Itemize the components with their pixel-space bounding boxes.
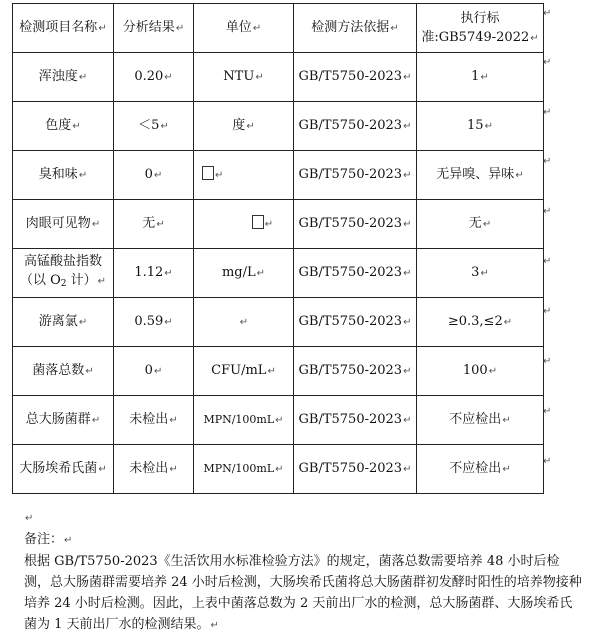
cell-name: 菌落总数↵ bbox=[13, 347, 114, 396]
table-row bbox=[13, 102, 544, 151]
cell-unit: 度↵ bbox=[194, 102, 294, 151]
table-row bbox=[13, 445, 544, 494]
table-row bbox=[13, 200, 544, 249]
cell-unit: ↵ bbox=[194, 200, 294, 249]
cell-result: 0↵ bbox=[114, 347, 194, 396]
table-row bbox=[13, 249, 544, 298]
cell-result: 0↵ bbox=[114, 151, 194, 200]
row-end-mark: ↵ bbox=[543, 206, 552, 217]
cell-standard: 不应检出↵ bbox=[417, 396, 544, 445]
cell-name: 肉眼可见物↵ bbox=[13, 200, 114, 249]
header-unit: 单位↵ bbox=[194, 4, 294, 53]
header-item-name: 检测项目名称↵ bbox=[13, 4, 114, 53]
table-row bbox=[13, 298, 544, 347]
cell-unit: CFU/mL↵ bbox=[194, 347, 294, 396]
cell-unit: MPN/100mL↵ bbox=[194, 445, 294, 494]
cell-method: GB/T5750-2023↵ bbox=[294, 298, 417, 347]
table-row bbox=[13, 151, 544, 200]
cell-unit: ↵ bbox=[194, 298, 294, 347]
cell-result: 未检出↵ bbox=[114, 396, 194, 445]
row-end-mark: ↵ bbox=[543, 8, 552, 19]
blank-paragraph: ↵ bbox=[25, 513, 34, 524]
cell-name: 大肠埃希氏菌↵ bbox=[13, 445, 114, 494]
cell-result: 0.59↵ bbox=[114, 298, 194, 347]
row-end-mark: ↵ bbox=[543, 156, 552, 167]
cell-standard: 无异嗅、异味↵ bbox=[417, 151, 544, 200]
notes-section bbox=[24, 507, 584, 636]
table-row bbox=[13, 396, 544, 445]
cell-name: 游离氯↵ bbox=[13, 298, 114, 347]
table-row bbox=[13, 347, 544, 396]
row-end-mark: ↵ bbox=[543, 456, 552, 467]
cell-method: GB/T5750-2023↵ bbox=[294, 53, 417, 102]
cell-name: 臭和味↵ bbox=[13, 151, 114, 200]
cell-name: 色度↵ bbox=[13, 102, 114, 151]
cell-unit: ↵ bbox=[194, 151, 294, 200]
notes-label: 备注：↵ bbox=[24, 532, 73, 547]
cell-result: 未检出↵ bbox=[114, 445, 194, 494]
row-end-mark: ↵ bbox=[543, 306, 552, 317]
cell-name: 高锰酸盐指数 （以 $O_2$ 计）↵ bbox=[13, 249, 114, 298]
cell-unit: NTU↵ bbox=[194, 53, 294, 102]
row-end-mark: ↵ bbox=[543, 57, 552, 68]
cell-method: GB/T5750-2023↵ bbox=[294, 396, 417, 445]
row-end-mark: ↵ bbox=[543, 107, 552, 118]
cell-result: ＜5↵ bbox=[114, 102, 194, 151]
cell-method: GB/T5750-2023↵ bbox=[294, 151, 417, 200]
row-end-mark: ↵ bbox=[543, 256, 552, 267]
cell-result: 无↵ bbox=[114, 200, 194, 249]
cell-method: GB/T5750-2023↵ bbox=[294, 445, 417, 494]
cell-standard: 不应检出↵ bbox=[417, 445, 544, 494]
cell-result: 0.20↵ bbox=[114, 53, 194, 102]
header-standard: 执行标 准:GB5749-2022↵ bbox=[417, 4, 544, 53]
cell-method: GB/T5750-2023↵ bbox=[294, 102, 417, 151]
header-method: 检测方法依据↵ bbox=[294, 4, 417, 53]
empty-box-icon bbox=[252, 215, 264, 229]
water-quality-table bbox=[12, 3, 544, 494]
row-end-mark: ↵ bbox=[543, 406, 552, 417]
cell-unit: MPN/100mL↵ bbox=[194, 396, 294, 445]
table-header-row bbox=[13, 4, 544, 53]
cell-standard: 无↵ bbox=[417, 200, 544, 249]
cell-name: 浑浊度↵ bbox=[13, 53, 114, 102]
cell-standard: ≥0.3,≤2↵ bbox=[417, 298, 544, 347]
cell-name: 总大肠菌群↵ bbox=[13, 396, 114, 445]
cell-standard: 100↵ bbox=[417, 347, 544, 396]
empty-box-icon bbox=[202, 166, 214, 180]
cell-unit: mg/L↵ bbox=[194, 249, 294, 298]
header-result: 分析结果↵ bbox=[114, 4, 194, 53]
cell-method: GB/T5750-2023↵ bbox=[294, 200, 417, 249]
cell-method: GB/T5750-2023↵ bbox=[294, 249, 417, 298]
cell-result: 1.12↵ bbox=[114, 249, 194, 298]
cell-method: GB/T5750-2023↵ bbox=[294, 347, 417, 396]
table-row bbox=[13, 53, 544, 102]
row-end-mark: ↵ bbox=[543, 356, 552, 367]
cell-standard: 1↵ bbox=[417, 53, 544, 102]
cell-standard: 15↵ bbox=[417, 102, 544, 151]
notes-text: 根据 GB/T5750-2023《生活饮用水标准检验方法》的规定，菌落总数需要培养 48 小时后检测，总大肠菌群需要培养 24 小时后检测，大肠埃希氏菌将总大肠菌群初发酵时阳性的培养物接种培养 24 小时后检测。因此，上表中菌落总数为 2 天前出厂水的检测，总大肠菌群、大肠埃希氏菌为 1 天前出厂水的检测结果。↵ bbox=[24, 554, 582, 632]
cell-standard: 3↵ bbox=[417, 249, 544, 298]
